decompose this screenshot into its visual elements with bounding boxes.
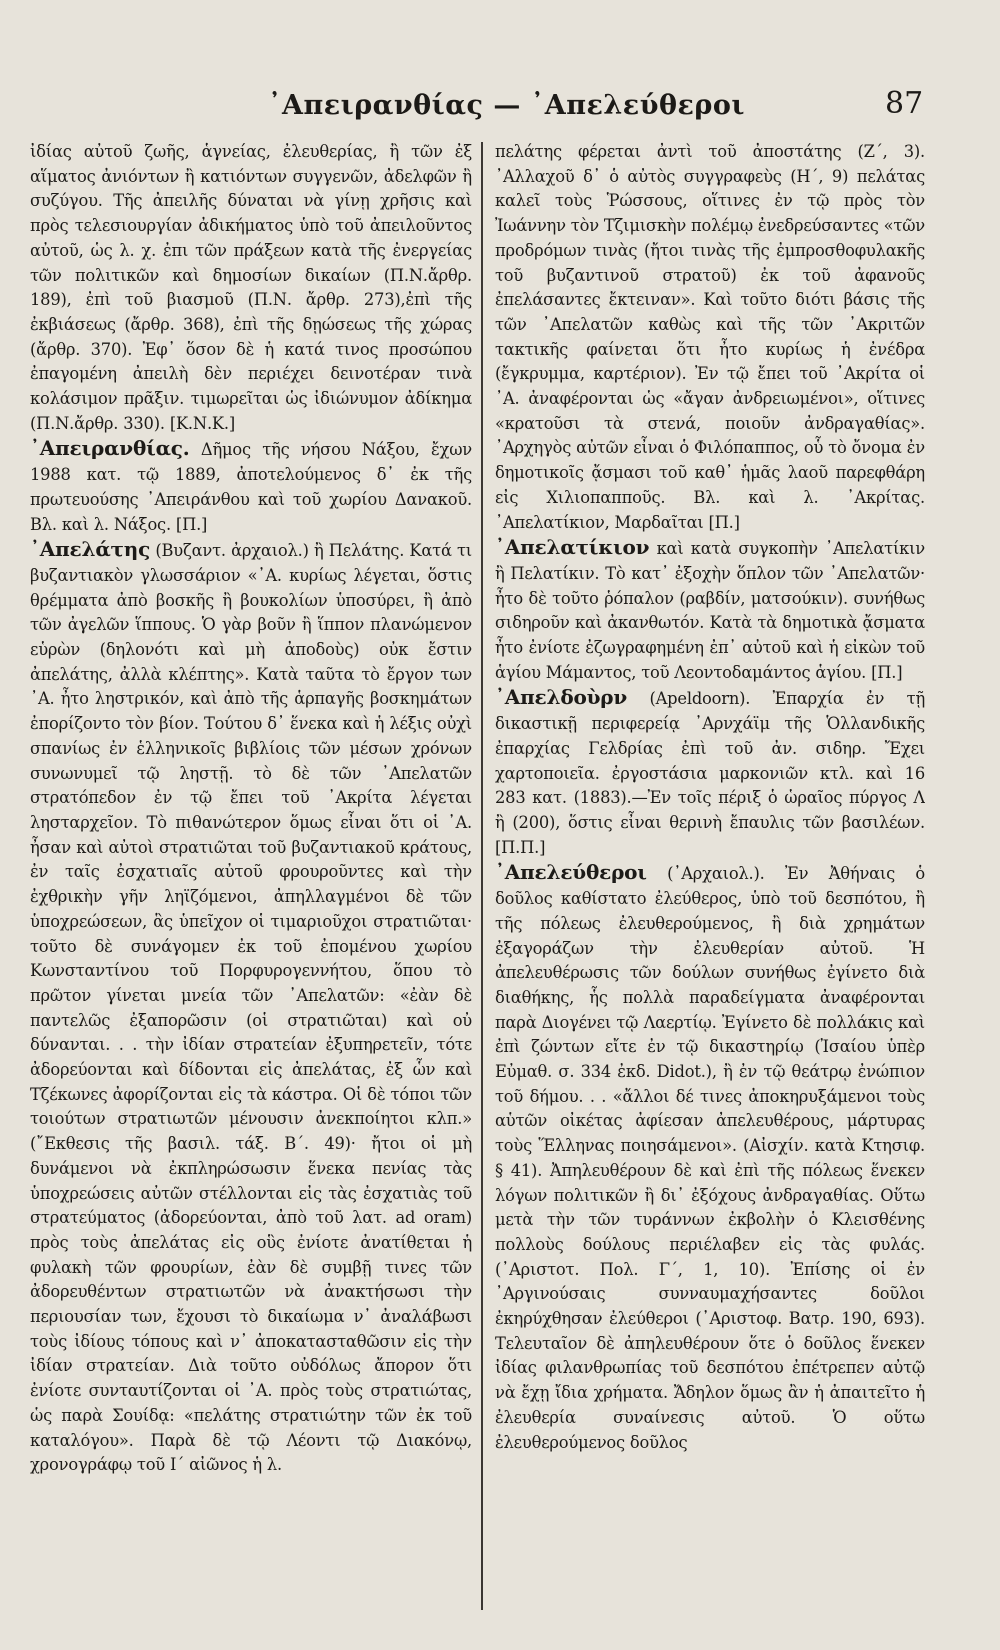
entry-apeldoorn	[495, 685, 925, 860]
headword: ᾿Απειρανθίας.	[30, 436, 190, 461]
running-head: ᾿Απειρανθίας — ᾿Απελεύθεροι	[268, 90, 745, 121]
headword: ᾿Απελατίκιον	[495, 535, 650, 560]
left-column	[30, 140, 472, 1610]
page-header	[0, 86, 1000, 126]
entry-apelates	[30, 537, 472, 1478]
headword: ᾿Απελδοὺρν	[495, 685, 628, 710]
continued-entry-text: ἰδίας αὐτοῦ ζωῆς, ἁγνείας, ἐλευθερίας, ἢ τῶν ἐξ αἵματος ἀνιόντων ἢ κατιόντων συγγενῶν, ἀδελφῶν ἢ συζύγου. Τῆς ἀπειλῆς δύναται νὰ γίνῃ χρῆσις καὶ πρὸς τελεσιουργίαν ἀδικήματος ὑπὸ τοῦ ἀπειλοῦντος αὐτοῦ, ὡς λ. χ. ἐπι τῶν πράξεων κατὰ τῆς ἐνεργείας τῶν πολιτικῶν καὶ δημοσίων δικαίων (Π.Ν.ἄρθρ. 189), ἐπὶ τοῦ βιασμοῦ (Π.Ν. ἄρθρ. 273),ἐπὶ τῆς ἐκβιάσεως (ἄρθρ. 368), ἐπὶ τῆς δῃώσεως τῆς χώρας (ἄρθρ. 370). Ἐφ᾿ ὅσον δὲ ἡ κατά τινος προσώπου ἐπαγομένη ἀπειλὴ δὲν περιέχει δεινοτέραν τινὰ κολάσιμον πρᾶξιν. τιμωρεῖται ὡς ἰδιώνυμον ἀδίκημα (Π.Ν.ἄρθρ. 330). [Κ.Ν.Κ.]	[30, 142, 472, 433]
right-column	[495, 140, 925, 1610]
entry-body: Δῆμος τῆς νήσου Νάξου, ἔχων 1988 κατ. τῷ 1889, ἀποτελούμενος δ᾿ ἐκ τῆς πρωτευούσης ᾿Απειράνθου καὶ τοῦ χωρίου Δανακοῦ. Βλ. καὶ λ. Νάξος. [Π.]	[30, 440, 472, 534]
entry-apeiranthias	[30, 436, 472, 537]
headword: ᾿Απελάτης	[30, 537, 151, 562]
entry-body: (Apeldoorn). Ἐπαρχία ἐν τῇ δικαστικῇ περιφερείᾳ ᾿Αρνχάϊμ τῆς Ὁλλανδικῆς ἐπαρχίας Γελδρίας ἐπὶ τοῦ ἀν. σιδηρ. Ἔχει χαρτοποιεῖα. ἐργοστάσια μαρκονιῶν κτλ. καὶ 16 283 κατ. (1883).—Ἐν τοῖς πέριξ ὁ ὡραῖος πύργος Λ ἢ (200), ὅστις εἶναι θερινὴ ἔπαυλις τῶν βασιλέων. [Π.Π.]	[495, 689, 925, 857]
continued-entry-text: πελάτης φέρεται ἀντὶ τοῦ ἀποστάτης (Ζ΄, 3). ᾿Αλλαχοῦ δ᾿ ὁ αὐτὸς συγγραφεὺς (Η΄, 9) πελάτας καλεῖ τοὺς Ῥώσσους, οἵτινες ἐν τῷ πρὸς τὸν Ἰωάννην τὸν Τζιμισκὴν πολέμῳ ἐνεδρεύσαντες «τῶν προδρόμων τινὰς (ἤτοι τινὰς τῆς ἐμπροσθοφυλακῆς τοῦ βυζαντινοῦ στρατοῦ) ἐκ τοῦ ἀφανοῦς ἐπελάσαντες ἔκτειναν». Καὶ τοῦτο διότι βάσις τῆς τῶν ᾿Απελατῶν καθὼς καὶ τῆς τῶν ᾿Ακριτῶν τακτικῆς φαίνεται ὅτι ἦτο κυρίως ἡ ἐνέδρα (ἔγκρυμμα, καρτέριον). Ἐν τῷ ἔπει τοῦ ᾿Ακρίτα οἱ ᾿Α. ἀναφέρονται ὡς «ἄγαν ἀνδρειωμένοι», οἵτινες «κρατοῦσι τὰ στενά, ποιοῦν ἀνδραγαθίας». ᾿Αρχηγὸς αὐτῶν εἶναι ὁ Φιλόπαππος, οὗ τὸ ὄνομα ἐν δημοτικοῖς ᾄσμασι τοῦ καθ᾿ ἡμᾶς λαοῦ παρεφθάρη εἰς Χιλιοπαπποῦς. Βλ. καὶ λ. ᾿Ακρίτας. ᾿Απελατίκιον, Μαρδαῖται [Π.]	[495, 142, 925, 532]
entry-apelatikion	[495, 535, 925, 685]
entry-body: (᾿Αρχαιολ.). Ἐν Ἀθήναις ὁ δοῦλος καθίστατο ἐλεύθερος, ὑπὸ τοῦ δεσπότου, ἢ τῆς πόλεως ἐλευθερούμενος, ἢ διὰ χρημάτων ἐξαγοράζων τὴν ἐλευθερίαν αὐτοῦ. Ἡ ἀπελευθέρωσις τῶν δούλων συνήθως ἐγίνετο διὰ διαθήκης, ἧς πολλὰ παραδείγματα ἀναφέρονται παρὰ Διογένει τῷ Λαερτίῳ. Ἐγίνετο δὲ πολλάκις καὶ ἐπὶ ζώντων εἴτε ἐν τῷ δικαστηρίῳ (Ἰσαίου ὑπὲρ Εὐμαθ. σ. 334 ἐκδ. Didot.), ἢ ἐν τῷ θεάτρῳ ἐνώπιον τοῦ δήμου. . . «ἄλλοι δέ τινες ἀποκηρυξάμενοι τοὺς αὑτῶν οἰκέτας ἀφίεσαν ἀπελευθέρους, μάρτυρας τοὺς Ἕλληνας ποιησάμενοι». (Αἰσχίν. κατὰ Κτησιφ. § 41). Ἀπηλευθέρουν δὲ καὶ ἐπὶ τῆς πόλεως ἕνεκεν λόγων πολιτικῶν ἢ δι᾿ ἐξόχους ἀνδραγαθίας. Οὕτω μετὰ τὴν τῶν τυράννων ἐκβολὴν ὁ Κλεισθένης πολλοὺς δούλους περιέλαβεν εἰς τὰς φυλάς. (᾿Αριστοτ. Πολ. Γ΄, 1, 10). Ἐπίσης οἱ ἐν ᾿Αργινούσαις συνναυμαχήσαντες δοῦλοι ἐκηρύχθησαν ἐλεύθεροι (᾿Αριστοφ. Βατρ. 190, 693). Τελευταῖον δὲ ἀπηλευθέρουν ὅτε ὁ δοῦλος ἕνεκεν ἰδίας φιλανθρωπίας τοῦ δεσπότου ἐπέτρεπεν αὐτῷ νὰ ἔχῃ ἴδια χρήματα. Ἄδηλον ὅμως ἂν ἡ ἀπαιτεῖτο ἡ ἐλευθερία συναίνεσις αὐτοῦ. Ὁ οὕτω ἐλευθερούμενος δοῦλος	[495, 864, 925, 1452]
entry-body: (Βυζαντ. ἀρχαιολ.) ἢ Πελάτης. Κατά τι βυζαντιακὸν γλωσσάριον «᾿Α. κυρίως λέγεται, ὅστις θρέμματα ἀπὸ βοσκῆς ἢ βουκολίων ὑποσύρει, ἢ ἀπὸ τῶν ἀγελῶν ἵππους. Ὁ γὰρ βοῦν ἢ ἵππον πλανώμενον εὑρὼν (δηλονότι καὶ μὴ ἀποδοὺς) οὐκ ἔστιν ἀπελάτης, ἀλλὰ κλέπτης». Κατὰ ταῦτα τὸ ἔργον των ᾿Α. ἦτο ληστρικόν, καὶ ἀπὸ τῆς ἁρπαγῆς βοσκημάτων ἐπορίζοντο τὸν βίον. Τούτου δ᾿ ἕνεκα καὶ ἡ λέξις οὐχὶ σπανίως ἐν ἑλληνικοῖς βιβλίοις τῶν μέσων χρόνων συνωνυμεῖ τῷ ληστῇ. τὸ δὲ τῶν ᾿Απελατῶν στρατόπεδον ἐν τῷ ἔπει τοῦ ᾿Ακρίτα λέγεται λησταρχεῖον. Τὸ πιθανώτερον ὅμως εἶναι ὅτι οἱ ᾿Α. ἦσαν καὶ αὐτοὶ στρατιῶται τοῦ βυζαντιακοῦ κράτους, ἐν ταῖς ἐσχατιαῖς αὐτοῦ φρουροῦντες καὶ τὴν ἐχθρικὴν γῆν ληϊζόμενοι, ἀπηλλαγμένοι δὲ τῶν ὑποχρεώσεων, ἃς ὑπεῖχον οἱ τιμαριοῦχοι στρατιῶται· τοῦτο δὲ συνάγομεν ἐκ τοῦ ἐπομένου χωρίου Κωνσταντίνου τοῦ Πορφυρογεννήτου, ὅπου τὸ πρῶτον γίνεται μνεία τῶν ᾿Απελατῶν: «ἐὰν δὲ παντελῶς ἐξαπορῶσιν (οἱ στρατιῶται) καὶ οὐ δύνανται. . . τὴν ἰδίαν στρατείαν ἐξυπηρετεῖν, τότε ἀδορεύονται καὶ δίδονται εἰς ἀπελάτας, ἐξ ὧν καὶ Τζέκωνες ἀφορίζονται εἰς τὰ κάστρα. Οἱ δὲ τόποι τῶν τοιούτων στρατιωτῶν μένουσιν ἀνεκποίητοι κλπ.» (῎Εκθεσις τῆς βασιλ. τάξ. Β΄. 49)· ἤτοι οἱ μὴ δυνάμενοι νὰ ἐκπληρώσωσιν ἕνεκα πενίας τὰς ὑποχρεώσεις αὐτῶν στέλλονται εἰς τὰς ἐσχατιὰς τοῦ στρατεύματος (ἀδορεύονται, ἀπὸ τοῦ λατ. ad oram) πρὸς τοὺς ἀπελάτας εἰς οὓς ἐνίοτε ἀνατίθεται ἡ φυλακὴ τῶν φρουρίων, ἐὰν δὲ συμβῇ τινες τῶν ἀδορευθέντων στρατιωτῶν νὰ ἀνακτήσωσι τὴν περιουσίαν των, ἔχουσι τὸ δικαίωμα ν᾿ ἀναλάβωσι τοὺς ἰδίους τόπους καὶ ν᾿ ἀποκατασταθῶσιν εἰς τὴν ἰδίαν στρατείαν. Διὰ τοῦτο οὐδόλως ἄπορον ὅτι ἐνίοτε συνταυτίζονται οἱ ᾿Α. πρὸς τοὺς στρατιώτας, ὡς παρὰ Σουίδᾳ: «πελάτης στρατιώτην τῶν ἐκ τοῦ καταλόγου». Παρὰ δὲ τῷ Λέοντι τῷ Διακόνῳ, χρονογράφῳ τοῦ Ι΄ αἰῶνος ἡ λ.	[30, 541, 472, 1475]
column-divider	[481, 142, 483, 1610]
headword: ᾿Απελεύθεροι	[495, 860, 647, 885]
entry-body: καὶ κατὰ συγκοπὴν ᾿Απελατίκιν ἢ Πελατίκιν. Τὸ κατ᾿ ἐξοχὴν ὅπλον τῶν ᾿Απελατῶν· ἦτο δὲ τοῦτο ῥόπαλον (ραβδίν, ματσούκιν). συνήθως σιδηροῦν καὶ ἀκανθωτόν. Κατὰ τὰ δημοτικὰ ᾄσματα ἦτο ἐνίοτε ἐζωγραφημένη ἐπ᾿ αὐτοῦ καὶ ἡ εἰκὼν τοῦ ἁγίου Μάμαντος, τοῦ Λεοντοδαμάντος ἁγίου. [Π.]	[495, 539, 925, 682]
page-number: 87	[885, 86, 924, 121]
entry-apeleutheroi	[495, 860, 925, 1455]
